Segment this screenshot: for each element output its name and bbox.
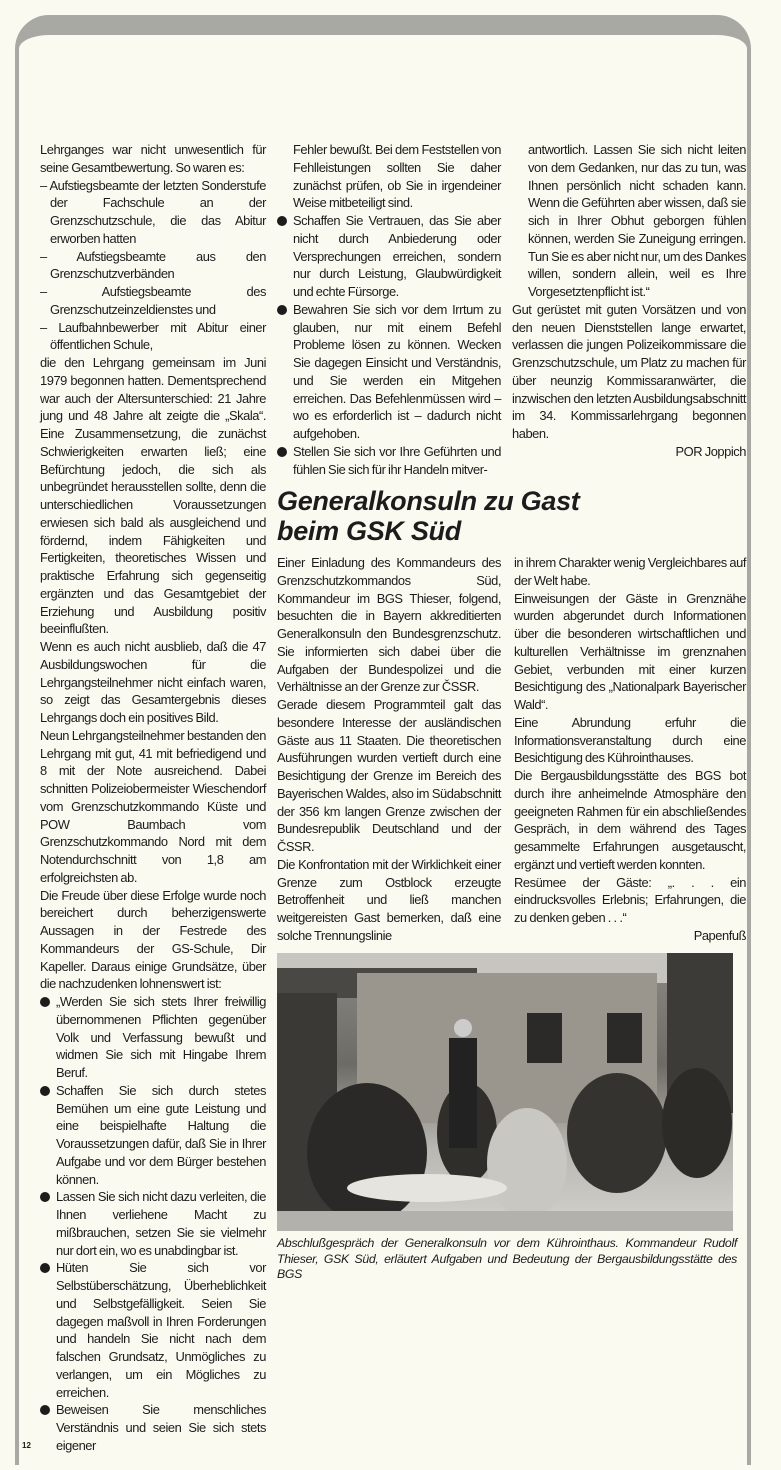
paragraph: Die Freude über diese Erfolge wurde noch bereichert durch beherzigenswerte Aussagen in der Festrede des Kommandeurs der GS-Schule, Dir Kapeller. Daraus einige Grundsätze, über die nachzudenken lohnenswert ist: [40, 887, 266, 992]
page-number: 12 [22, 1441, 31, 1450]
paragraph: Gut gerüstet mit guten Vorsätzen und von den neuen Dienststellen lange erwartet, verlassen die jungen Polizeikommissare die Grenzschutzschule, um Platz zu machen für über neunzig Kommissaranwärter, die inzwischen den letzten Ausbildungsabschnitt im 34. Kommissarlehrgang begonnen haben. [512, 301, 746, 441]
photo-scene [277, 953, 733, 1231]
dash-list-item: – Laufbahnbewerber mit Abitur einer öffentlichen Schule, [40, 319, 266, 353]
article-column-2 [277, 554, 501, 945]
paragraph: Neun Lehrgangsteilnehmer bestanden den Lehrgang mit gut, 41 mit befriedigend und 8 mit der Note ausreichend. Dabei schnitten Polizeiobermeister Wieschendorf vom Grenzschutzkommando Küste und POW Baumbach vom Grenzschutzkommando Nord mit dem Notendurchschnitt von 1,8 am erfolgreichsten ab. [40, 727, 266, 885]
paragraph: Eine Abrundung erfuhr die Informationsveranstaltung durch eine Besichtigung des Kührointhauses. [514, 714, 746, 766]
paragraph: Lehrganges war nicht unwesentlich für seine Gesamtbewertung. So waren es: [40, 142, 266, 175]
paragraph: antwortlich. Lassen Sie sich nicht leiten von dem Gedanken, nur das zu tun, was Ihnen persönlich nicht schaden kann. Wenn die Geführten aber wissen, daß sie sich in Ihrer Obhut geborgen fühlen können, werden Sie Zuneigung erringen. Tun Sie es aber nicht nur, um des Dankes willen, sondern allein, weil es Ihre Vorgesetztenpflicht ist.“ [528, 142, 746, 299]
bullet-paragraph: „Werden Sie sich stets Ihrer freiwillig übernommenen Pflichten gegenüber Volk und Verfassung bewußt und widmen Sie sich mit Hingabe Ihrem Beruf. [40, 993, 266, 1082]
article-photo [277, 953, 733, 1231]
bullet-paragraph: Bewahren Sie sich vor dem Irrtum zu glauben, nur mit einem Befehl Probleme lösen zu können. Wecken Sie dagegen Einsicht und Verständnis, und Sie werden ein Mitgehen erreichen. Das Befehlenmüssen wird – wo es erforderlich ist – dadurch nicht aufgehoben. [277, 301, 501, 443]
author-signature: Papenfuß [693, 927, 746, 943]
dash-list-item: – Aufstiegsbeamte des Grenzschutzeinzeldienstes und [40, 284, 266, 317]
bullet-paragraph: Lassen Sie sich nicht dazu verleiten, die Ihnen verliehene Macht zu mißbrauchen, setzen Sie sie vielmehr nur dort ein, wo es unabdingbar ist. [40, 1188, 266, 1259]
column-1 [40, 141, 266, 1455]
article-column-3 [514, 554, 746, 945]
paragraph: Einer Einladung des Kommandeurs des Grenzschutzkommandos Süd, Kommandeur im BGS Thieser, folgend, besuchten die in Bayern akkreditierten Generalkonsuln den Bundesgrenzschutz. Sie informierten sich dabei über die Aufgaben der Bundespolizei und die Verhältnisse an der Grenze zur ČSSR. [277, 555, 501, 695]
bullet-paragraph: Beweisen Sie menschliches Verständnis und seien Sie sich stets eigener [40, 1401, 266, 1454]
dash-list-item: – Aufstiegsbeamte der letzten Sonderstufe der Fachschule an der Grenzschutzschule, die das Abitur erworben hatten [40, 177, 266, 246]
bullet-paragraph: Schaffen Sie sich durch stetes Bemühen um eine gute Leistung und eine beispielhafte Haltung die Voraussetzungen dafür, daß Sie in Ihrer Aufgabe und vor dem Bürger bestehen können. [40, 1082, 266, 1189]
paragraph: Die Konfrontation mit der Wirklichkeit einer Grenze zum Ostblock erzeugte Betroffenheit und ließ manchen weitgereisten Gast bemerken, daß eine solche Trennungslinie [277, 856, 501, 943]
paragraph: Einweisungen der Gäste in Grenznähe wurden abgerundet durch Informationen über die besonderen wirtschaftlichen und kulturellen Verhältnisse im grenznahen Gebiet, verbunden mit einer kurzen Besichtigung des „Nationalpark Bayerischer Wald“. [514, 590, 746, 712]
headline-line-2: beim GSK Süd [277, 516, 461, 546]
paragraph: die den Lehrgang gemeinsam im Juni 1979 begonnen hatten. Dementsprechend war auch der Altersunterschied: 21 Jahre jung und 48 Jahre alt zeigte die „Skala“. Eine Zusammensetzung, die zunächst Schwierigkeiten erwarten ließ; eine Befürchtung jedoch, die sich als unbegründet herausstellen sollte, denn die unterschiedlichen Voraussetzungen erwiesen sich bald als ausgleichend und fördernd, indem Fähigkeiten und Fertigkeiten, theoretisches Wissen und praktische Erfahrung sich gegenseitig ergänzten und das Gesamtgebiet der Erziehung und Ausbildung positiv beeinflußten. [40, 355, 266, 637]
dash-list-item: – Aufstiegsbeamte aus den Grenzschutzverbänden [40, 248, 266, 282]
article-headline [277, 486, 579, 546]
headline-line-1: Generalkonsuln zu Gast [277, 486, 580, 516]
paragraph: Fehler bewußt. Bei dem Feststellen von Fehlleistungen sollten Sie daher zunächst prüfen, ob Sie in irgendeiner Weise mitbeteiligt sind. [293, 142, 501, 211]
photo-caption: Abschlußgespräch der Generalkonsuln vor dem Kührointhaus. Kommandeur Rudolf Thieser, GSK Süd, erläutert Aufgaben und Bedeutung der Bergausbildungsstätte des BGS [277, 1236, 737, 1281]
paragraph: Die Bergausbildungsstätte des BGS bot durch ihre anheimelnde Atmosphäre den geeigneten Rahmen für ein abschließendes Gespräch, in dem während des Tages gesammelte Erfahrungen ausgetauscht, ergänzt und vertieft werden konnten. [514, 768, 746, 872]
bullet-paragraph: Hüten Sie sich vor Selbstüberschätzung, Überheblichkeit und Selbstgefälligkeit. Seien Sie dagegen maßvoll in Ihren Forderungen und handeln Sie nicht nach dem falschen Grundsatz, Unmögliches zu verlangen, um ein Mögliches zu erreichen. [40, 1259, 266, 1401]
bullet-paragraph: Schaffen Sie Vertrauen, das Sie aber nicht durch Anbiederung oder Versprechungen erreichen, sondern nur durch Leistung, Glaubwürdigkeit und echte Fürsorge. [277, 212, 501, 301]
paragraph: Gerade diesem Programmteil galt das besondere Interesse der ausländischen Gäste aus 11 Staaten. Die theoretischen Ausführungen wurden vertieft durch eine Besichtigung der Grenze im Bereich des Bayerischen Waldes, also im Südabschnitt der 356 km langen Grenze zwischen der Bundesrepublik Deutschland und der ČSSR. [277, 697, 501, 854]
paragraph: Wenn es auch nicht ausblieb, daß die 47 Ausbildungswochen für die Lehrgangsteilnehmer nicht einfach waren, so zeigt das Gesamtergebnis dieses Lehrgangs doch ein positives Bild. [40, 639, 266, 725]
paragraph: Resümee der Gäste: „. . . ein eindrucksvolles Erlebnis; Erfahrungen, die zu denken geben . . .“ [514, 874, 746, 925]
author-signature: POR Joppich [675, 443, 746, 459]
bullet-paragraph: Stellen Sie sich vor Ihre Geführten und fühlen Sie sich für ihr Handeln mitver- [277, 443, 501, 479]
column-2-top [277, 141, 501, 478]
column-3-top [512, 141, 746, 461]
paragraph: in ihrem Charakter wenig Vergleichbares auf der Welt habe. [514, 555, 746, 588]
